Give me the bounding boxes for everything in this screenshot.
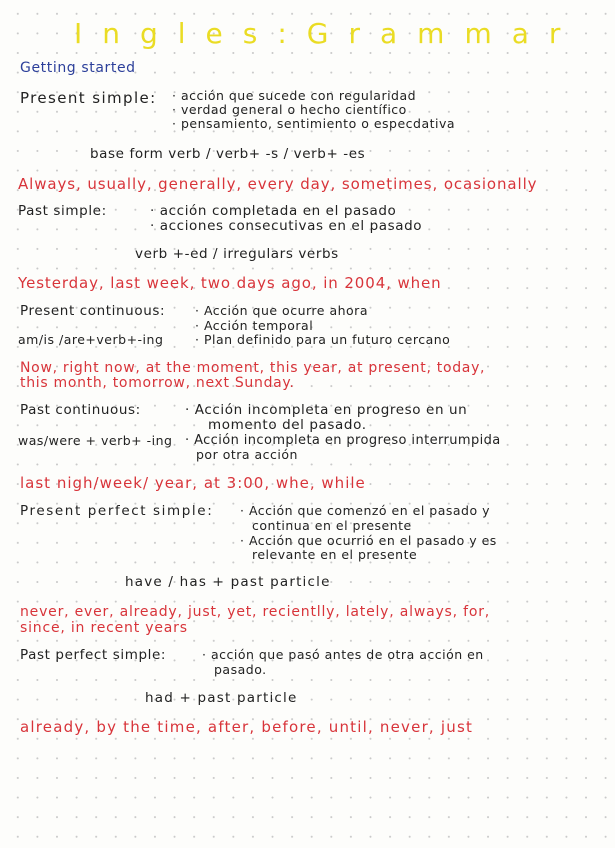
past-continuous-item: por otra acción — [196, 447, 298, 462]
present-continuous-keywords: Now, right now, at the moment, this year, at present, today, — [20, 360, 486, 376]
present-continuous-keywords: this month, tomorrow, next Sunday. — [20, 375, 295, 391]
present-continuous-item: · Acción que ocurre ahora — [195, 303, 368, 318]
past-perfect-label: Past perfect simple: — [20, 647, 167, 663]
present-perfect-keywords: since, in recent years — [20, 620, 188, 636]
present-continuous-item: · Acción temporal — [195, 318, 314, 333]
past-perfect-keywords: already, by the time, after, before, until, never, just — [20, 718, 474, 736]
past-simple-form: verb +-ed / irregulars verbs — [135, 246, 339, 262]
present-continuous-label: Present continuous: — [20, 303, 166, 319]
present-simple-form: base form verb / verb+ -s / verb+ -es — [90, 146, 366, 162]
past-continuous-item: · Acción incompleta en progreso interrumpida — [185, 433, 501, 448]
present-perfect-label: Present perfect simple: — [20, 503, 214, 519]
past-simple-keywords: Yesterday, last week, two days ago, in 2004, when — [18, 274, 442, 292]
present-perfect-form: have / has + past particle — [125, 574, 331, 590]
past-continuous-form: was/were + verb+ -ing — [18, 433, 173, 448]
present-continuous-form: am/is /are+verb+-ing — [18, 332, 164, 347]
past-simple-item: · acción completada en el pasado — [150, 203, 397, 219]
present-perfect-item: · Acción que ocurrió en el pasado y es — [240, 533, 497, 548]
past-simple-label: Past simple: — [18, 203, 107, 219]
present-continuous-item: · Plan definido para un futuro cercano — [195, 332, 451, 347]
past-continuous-keywords: last nigh/week/ year, at 3:00, whe, while — [20, 474, 366, 492]
present-perfect-keywords: never, ever, already, just, yet, recientlly, lately, always, for, — [20, 604, 491, 620]
present-simple-item: · pensamiento, sentimiento o especdativa — [172, 116, 456, 131]
present-simple-label: Present simple: — [20, 89, 157, 107]
present-simple-keywords: Always, usually, generally, every day, sometimes, ocasionally — [18, 175, 538, 193]
page-subtitle: Getting started — [20, 60, 136, 76]
present-simple-item: · verdad general o hecho científico — [172, 102, 407, 117]
past-perfect-item: pasado. — [214, 662, 267, 677]
past-continuous-item: · Acción incompleta en progreso en un — [185, 402, 468, 418]
present-perfect-item: continua en el presente — [252, 518, 412, 533]
present-perfect-item: · Acción que comenzó en el pasado y — [240, 503, 490, 518]
present-simple-item: · acción que sucede con regularidad — [172, 88, 417, 103]
past-simple-item: · acciones consecutivas en el pasado — [150, 218, 423, 234]
past-perfect-form: had + past particle — [145, 690, 298, 706]
past-perfect-item: · acción que pasó antes de otra acción en — [202, 647, 484, 662]
present-perfect-item: relevante en el presente — [252, 547, 418, 562]
past-continuous-item: momento del pasado. — [208, 417, 367, 433]
past-continuous-label: Past continuous: — [20, 402, 141, 418]
page-title: Ingles:Grammar — [74, 17, 581, 50]
